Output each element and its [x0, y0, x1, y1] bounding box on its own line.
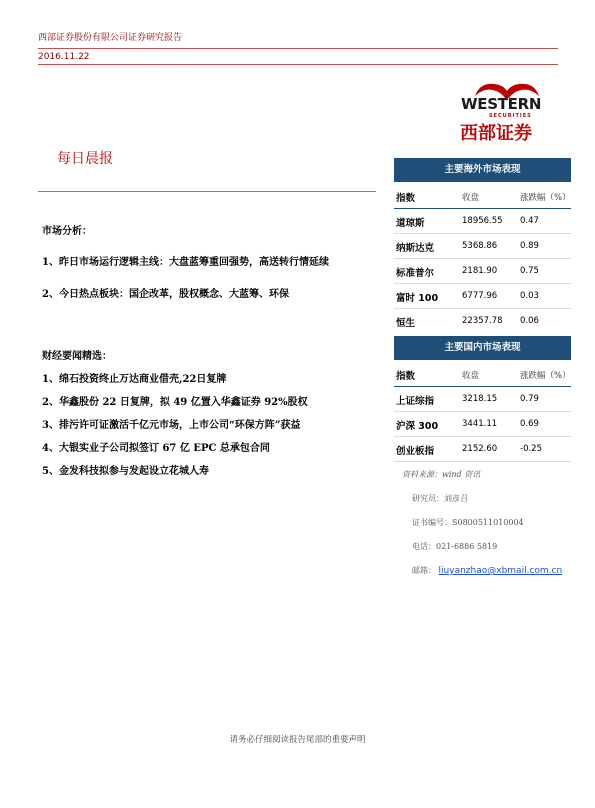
overseas-table-title: 主要海外市场表现 [394, 158, 571, 182]
index-name: 恒生 [396, 318, 416, 329]
index-change: 0.03 [520, 291, 539, 301]
news-item: 5、金发科技拟参与发起设立花城人寿 [42, 466, 209, 477]
col-index-header: 指数 [396, 193, 416, 204]
index-name: 纳斯达克 [396, 243, 435, 254]
email-row [412, 565, 562, 576]
news-item: 1、绵石投资终止万达商业借壳,22日复牌 [42, 374, 227, 385]
index-close: 2181.90 [462, 266, 498, 276]
researcher-name: 研究员：刘彦召 [412, 494, 468, 503]
index-change: 0.79 [520, 394, 539, 404]
logo-english-name: WESTERN [461, 95, 542, 113]
col-change-header: 涨跌幅（%） [520, 193, 571, 203]
index-close: 3218.15 [462, 394, 498, 404]
index-close: 5368.86 [462, 241, 498, 251]
market-analysis-item: 2、今日热点板块：国企改革，股权概念、大蓝筹、环保 [42, 289, 289, 300]
news-item: 4、大银实业子公司拟签订 67 亿 EPC 总承包合同 [42, 443, 270, 454]
index-close: 2152.60 [462, 444, 498, 454]
header-divider-2 [38, 64, 558, 65]
overseas-table-header-row [394, 184, 571, 209]
domestic-table-title: 主要国内市场表现 [394, 336, 571, 360]
col-change-header: 涨跌幅（%） [520, 371, 571, 381]
index-name: 上证综指 [396, 396, 435, 407]
market-analysis-heading: 市场分析： [42, 226, 92, 237]
index-change: 0.75 [520, 266, 539, 276]
email-label: 邮箱： [412, 566, 436, 575]
table-row [394, 412, 571, 437]
col-close-header: 收盘 [462, 193, 480, 203]
logo-chinese-name: 西部证券 [460, 123, 532, 144]
table-row [394, 309, 571, 333]
news-item: 2、华鑫股份 22 日复牌，拟 49 亿置入华鑫证券 92%股权 [42, 397, 308, 408]
index-name: 道琼斯 [396, 218, 425, 229]
domestic-table-header-row [394, 362, 571, 387]
table-row [394, 259, 571, 284]
index-name: 标准普尔 [396, 268, 435, 279]
index-name: 创业板指 [396, 446, 435, 457]
report-date: 2016.11.22 [38, 52, 90, 62]
page-title: 每日晨报 [57, 151, 113, 167]
footer-disclaimer: 请务必仔细阅读报告尾部的重要声明 [229, 735, 366, 745]
title-divider [38, 191, 376, 192]
data-source: 资料来源：wind 资讯 [402, 470, 481, 479]
index-close: 3441.11 [462, 419, 498, 429]
index-change: 0.69 [520, 419, 539, 429]
table-row [394, 209, 571, 234]
table-row [394, 437, 571, 462]
table-row [394, 387, 571, 412]
index-close: 22357.78 [462, 316, 503, 326]
market-analysis-item: 1、昨日市场运行逻辑主线：大盘蓝筹重回强势，高送转行情延续 [42, 257, 329, 268]
news-heading: 财经要闻精选： [42, 351, 112, 362]
certificate-number: 证书编号：S0800511010004 [412, 518, 524, 527]
logo-securities-text: SECURITIES [489, 113, 532, 119]
company-logo [455, 78, 555, 144]
report-header-company: 西部证券股份有限公司证券研究报告 [38, 33, 183, 43]
col-index-header: 指数 [396, 371, 416, 382]
col-close-header: 收盘 [462, 371, 480, 381]
index-change: -0.25 [520, 444, 542, 454]
index-change: 0.06 [520, 316, 539, 326]
index-close: 18956.55 [462, 216, 503, 226]
table-row [394, 234, 571, 259]
header-divider [38, 48, 558, 49]
index-change: 0.89 [520, 241, 539, 251]
email-link[interactable]: liuyanzhao@xbmail.com.cn [438, 566, 563, 576]
index-close: 6777.96 [462, 291, 498, 301]
table-row [394, 284, 571, 309]
index-name: 富时 100 [396, 293, 439, 304]
news-item: 3、排污许可证激活千亿元市场，上市公司“环保方阵”获益 [42, 420, 301, 431]
index-name: 沪深 300 [396, 421, 439, 432]
index-change: 0.47 [520, 216, 539, 226]
phone-number: 电话：021-6886 5819 [412, 542, 498, 551]
